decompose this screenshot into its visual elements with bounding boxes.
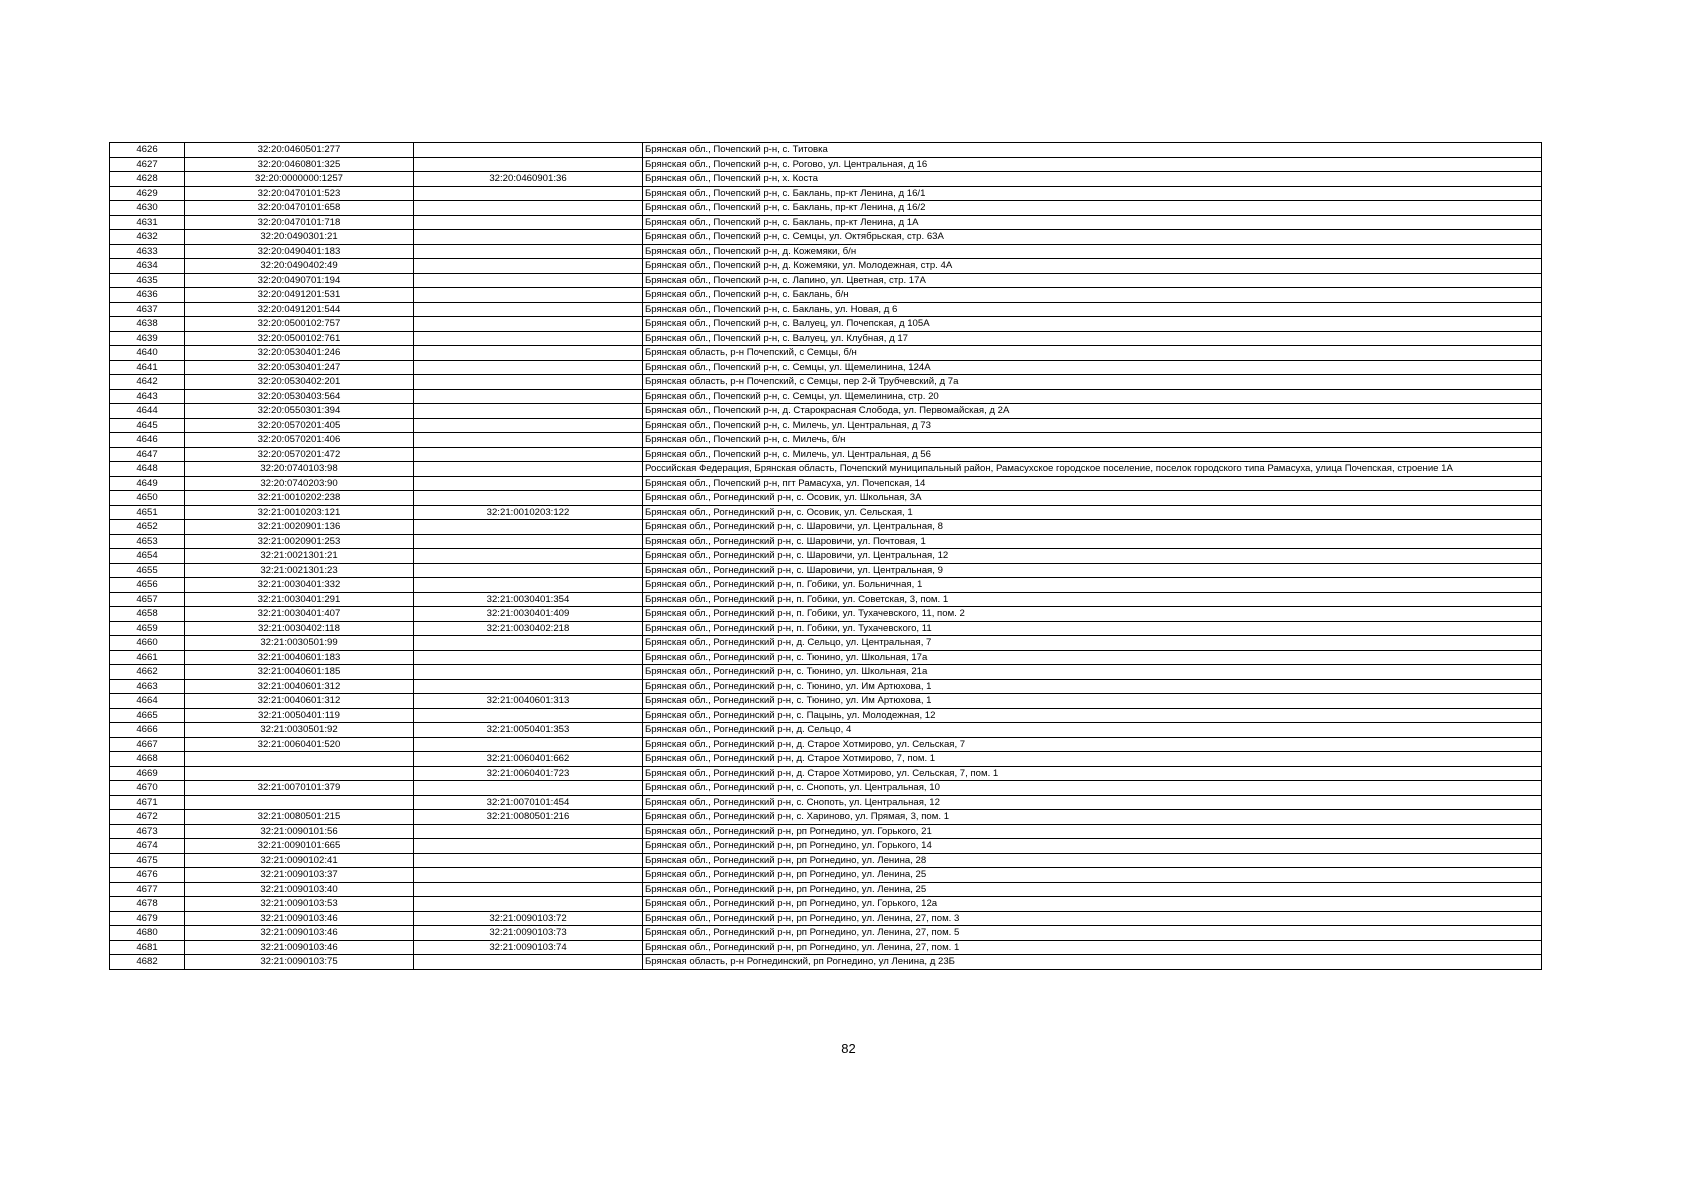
cadastral-number-cell: 32:20:0530401:246 xyxy=(185,346,414,361)
row-number-cell: 4671 xyxy=(110,795,185,810)
linked-cadastral-number-cell xyxy=(414,433,643,448)
address-cell: Брянская обл., Рогнединский р-н, п. Гобики, ул. Тухачевского, 11, пом. 2 xyxy=(643,607,1542,622)
cadastral-number-cell: 32:21:0080501:215 xyxy=(185,810,414,825)
linked-cadastral-number-cell xyxy=(414,549,643,564)
linked-cadastral-number-cell xyxy=(414,665,643,680)
linked-cadastral-number-cell: 32:21:0060401:662 xyxy=(414,752,643,767)
linked-cadastral-number-cell xyxy=(414,375,643,390)
cadastral-number-cell: 32:20:0490301:21 xyxy=(185,230,414,245)
cadastral-number-cell: 32:21:0050401:119 xyxy=(185,708,414,723)
row-number-cell: 4637 xyxy=(110,302,185,317)
cadastral-number-cell: 32:21:0040601:183 xyxy=(185,650,414,665)
row-number-cell: 4679 xyxy=(110,911,185,926)
row-number-cell: 4652 xyxy=(110,520,185,535)
table-row xyxy=(110,650,1542,665)
linked-cadastral-number-cell xyxy=(414,157,643,172)
table-row xyxy=(110,244,1542,259)
table-row xyxy=(110,476,1542,491)
linked-cadastral-number-cell: 32:21:0090103:74 xyxy=(414,940,643,955)
table-row xyxy=(110,694,1542,709)
linked-cadastral-number-cell xyxy=(414,897,643,912)
cadastral-number-cell: 32:20:0740103:98 xyxy=(185,462,414,477)
cadastral-number-cell: 32:20:0470101:658 xyxy=(185,201,414,216)
cadastral-number-cell: 32:20:0530402:201 xyxy=(185,375,414,390)
cadastral-number-cell: 32:20:0530401:247 xyxy=(185,360,414,375)
row-number-cell: 4678 xyxy=(110,897,185,912)
cadastral-number-cell: 32:21:0030401:291 xyxy=(185,592,414,607)
table-row xyxy=(110,940,1542,955)
address-cell: Брянская обл., Рогнединский р-н, д. Старое Хотмирово, 7, пом. 1 xyxy=(643,752,1542,767)
address-cell: Брянская обл., Почепский р-н, д. Старокрасная Слобода, ул. Первомайская, д 2А xyxy=(643,404,1542,419)
cadastral-number-cell: 32:21:0040601:312 xyxy=(185,694,414,709)
linked-cadastral-number-cell: 32:21:0030401:354 xyxy=(414,592,643,607)
linked-cadastral-number-cell: 32:21:0070101:454 xyxy=(414,795,643,810)
row-number-cell: 4674 xyxy=(110,839,185,854)
row-number-cell: 4664 xyxy=(110,694,185,709)
linked-cadastral-number-cell: 32:21:0040601:313 xyxy=(414,694,643,709)
cadastral-number-cell: 32:21:0030501:99 xyxy=(185,636,414,651)
table-row xyxy=(110,549,1542,564)
address-cell: Брянская обл., Рогнединский р-н, с. Шаровичи, ул. Центральная, 12 xyxy=(643,549,1542,564)
linked-cadastral-number-cell xyxy=(414,346,643,361)
table-row xyxy=(110,389,1542,404)
cadastral-number-cell: 32:21:0030401:332 xyxy=(185,578,414,593)
cadastral-number-cell: 32:20:0490402:49 xyxy=(185,259,414,274)
cadastral-number-cell: 32:21:0090103:46 xyxy=(185,911,414,926)
cadastral-number-cell: 32:21:0090101:665 xyxy=(185,839,414,854)
row-number-cell: 4666 xyxy=(110,723,185,738)
page-number: 82 xyxy=(841,1041,856,1056)
cadastral-number-cell: 32:20:0470101:523 xyxy=(185,186,414,201)
linked-cadastral-number-cell xyxy=(414,955,643,970)
row-number-cell: 4633 xyxy=(110,244,185,259)
table-row xyxy=(110,636,1542,651)
address-cell: Брянская обл., Рогнединский р-н, с. Снопоть, ул. Центральная, 12 xyxy=(643,795,1542,810)
address-cell: Брянская обл., Рогнединский р-н, д. Старое Хотмирово, ул. Сельская, 7, пом. 1 xyxy=(643,766,1542,781)
address-cell: Брянская обл., Рогнединский р-н, рп Рогнедино, ул. Горького, 14 xyxy=(643,839,1542,854)
address-cell: Брянская область, р-н Рогнединский, рп Рогнедино, ул Ленина, д 23Б xyxy=(643,955,1542,970)
address-cell: Российская Федерация, Брянская область, Почепский муниципальный район, Рамасухское городское поселение, поселок городского типа Рамасуха, улица Почепская, строение 1А xyxy=(643,462,1542,477)
address-cell: Брянская обл., Почепский р-н, с. Баклань, пр-кт Ленина, д 16/2 xyxy=(643,201,1542,216)
address-cell: Брянская обл., Рогнединский р-н, с. Осовик, ул. Школьная, 3А xyxy=(643,491,1542,506)
address-cell: Брянская обл., Рогнединский р-н, с. Тюнино, ул. Школьная, 21а xyxy=(643,665,1542,680)
address-cell: Брянская обл., Рогнединский р-н, п. Гобики, ул. Тухачевского, 11 xyxy=(643,621,1542,636)
row-number-cell: 4648 xyxy=(110,462,185,477)
linked-cadastral-number-cell xyxy=(414,331,643,346)
table-row xyxy=(110,375,1542,390)
cadastral-number-cell: 32:21:0030402:118 xyxy=(185,621,414,636)
cadastral-number-cell: 32:20:0491201:531 xyxy=(185,288,414,303)
address-cell: Брянская область, р-н Почепский, с Семцы, б/н xyxy=(643,346,1542,361)
table-row xyxy=(110,752,1542,767)
address-cell: Брянская обл., Рогнединский р-н, с. Снопоть, ул. Центральная, 10 xyxy=(643,781,1542,796)
row-number-cell: 4638 xyxy=(110,317,185,332)
row-number-cell: 4681 xyxy=(110,940,185,955)
table-row xyxy=(110,418,1542,433)
linked-cadastral-number-cell xyxy=(414,520,643,535)
linked-cadastral-number-cell xyxy=(414,737,643,752)
row-number-cell: 4641 xyxy=(110,360,185,375)
table-row xyxy=(110,462,1542,477)
address-cell: Брянская обл., Рогнединский р-н, п. Гобики, ул. Больничная, 1 xyxy=(643,578,1542,593)
cadastral-number-cell: 32:21:0070101:379 xyxy=(185,781,414,796)
address-cell: Брянская обл., Рогнединский р-н, с. Тюнино, ул. Им Артюхова, 1 xyxy=(643,679,1542,694)
cadastral-number-cell: 32:21:0030501:92 xyxy=(185,723,414,738)
row-number-cell: 4662 xyxy=(110,665,185,680)
table-row xyxy=(110,824,1542,839)
row-number-cell: 4654 xyxy=(110,549,185,564)
cadastral-number-cell: 32:21:0020901:136 xyxy=(185,520,414,535)
row-number-cell: 4656 xyxy=(110,578,185,593)
address-cell: Брянская обл., Рогнединский р-н, с. Тюнино, ул. Им Артюхова, 1 xyxy=(643,694,1542,709)
registry-table-body xyxy=(110,143,1542,970)
address-cell: Брянская обл., Почепский р-н, с. Рогово, ул. Центральная, д 16 xyxy=(643,157,1542,172)
table-row xyxy=(110,491,1542,506)
linked-cadastral-number-cell: 32:21:0060401:723 xyxy=(414,766,643,781)
table-row xyxy=(110,578,1542,593)
linked-cadastral-number-cell xyxy=(414,186,643,201)
row-number-cell: 4682 xyxy=(110,955,185,970)
cadastral-number-cell: 32:21:0040601:312 xyxy=(185,679,414,694)
cadastral-number-cell: 32:21:0010202:238 xyxy=(185,491,414,506)
row-number-cell: 4644 xyxy=(110,404,185,419)
registry-table xyxy=(109,142,1542,970)
address-cell: Брянская обл., Рогнединский р-н, с. Хариново, ул. Прямая, 3, пом. 1 xyxy=(643,810,1542,825)
cadastral-number-cell: 32:20:0490401:183 xyxy=(185,244,414,259)
address-cell: Брянская обл., Почепский р-н, с. Баклань, пр-кт Ленина, д 1А xyxy=(643,215,1542,230)
linked-cadastral-number-cell xyxy=(414,389,643,404)
row-number-cell: 4680 xyxy=(110,926,185,941)
table-row xyxy=(110,911,1542,926)
cadastral-number-cell: 32:21:0090101:56 xyxy=(185,824,414,839)
address-cell: Брянская обл., Рогнединский р-н, п. Гобики, ул. Советская, 3, пом. 1 xyxy=(643,592,1542,607)
row-number-cell: 4634 xyxy=(110,259,185,274)
table-row xyxy=(110,766,1542,781)
row-number-cell: 4649 xyxy=(110,476,185,491)
table-row xyxy=(110,172,1542,187)
address-cell: Брянская обл., Рогнединский р-н, с. Осовик, ул. Сельская, 1 xyxy=(643,505,1542,520)
linked-cadastral-number-cell xyxy=(414,534,643,549)
cadastral-number-cell: 32:21:0030401:407 xyxy=(185,607,414,622)
cadastral-number-cell: 32:20:0500102:761 xyxy=(185,331,414,346)
table-row xyxy=(110,607,1542,622)
table-row xyxy=(110,665,1542,680)
row-number-cell: 4650 xyxy=(110,491,185,506)
cadastral-number-cell: 32:20:0470101:718 xyxy=(185,215,414,230)
linked-cadastral-number-cell: 32:20:0460901:36 xyxy=(414,172,643,187)
table-row xyxy=(110,447,1542,462)
table-row xyxy=(110,781,1542,796)
address-cell: Брянская обл., Почепский р-н, с. Милечь, ул. Центральная, д 56 xyxy=(643,447,1542,462)
row-number-cell: 4629 xyxy=(110,186,185,201)
address-cell: Брянская обл., Рогнединский р-н, рп Рогнедино, ул. Ленина, 27, пом. 5 xyxy=(643,926,1542,941)
linked-cadastral-number-cell xyxy=(414,578,643,593)
address-cell: Брянская обл., Почепский р-н, с. Баклань, ул. Новая, д 6 xyxy=(643,302,1542,317)
linked-cadastral-number-cell: 32:21:0030402:218 xyxy=(414,621,643,636)
cadastral-number-cell: 32:20:0740203:90 xyxy=(185,476,414,491)
row-number-cell: 4631 xyxy=(110,215,185,230)
address-cell: Брянская обл., Почепский р-н, с. Баклань, б/н xyxy=(643,288,1542,303)
linked-cadastral-number-cell xyxy=(414,418,643,433)
address-cell: Брянская обл., Почепский р-н, д. Кожемяки, б/н xyxy=(643,244,1542,259)
row-number-cell: 4675 xyxy=(110,853,185,868)
linked-cadastral-number-cell: 32:21:0080501:216 xyxy=(414,810,643,825)
linked-cadastral-number-cell xyxy=(414,868,643,883)
table-row xyxy=(110,708,1542,723)
table-row xyxy=(110,926,1542,941)
row-number-cell: 4658 xyxy=(110,607,185,622)
linked-cadastral-number-cell: 32:21:0010203:122 xyxy=(414,505,643,520)
linked-cadastral-number-cell: 32:21:0050401:353 xyxy=(414,723,643,738)
row-number-cell: 4630 xyxy=(110,201,185,216)
table-row xyxy=(110,810,1542,825)
linked-cadastral-number-cell xyxy=(414,462,643,477)
address-cell: Брянская обл., Рогнединский р-н, рп Рогнедино, ул. Ленина, 25 xyxy=(643,882,1542,897)
row-number-cell: 4640 xyxy=(110,346,185,361)
table-row xyxy=(110,433,1542,448)
table-row xyxy=(110,737,1542,752)
row-number-cell: 4667 xyxy=(110,737,185,752)
row-number-cell: 4643 xyxy=(110,389,185,404)
table-row xyxy=(110,520,1542,535)
table-row xyxy=(110,331,1542,346)
row-number-cell: 4661 xyxy=(110,650,185,665)
address-cell: Брянская обл., Почепский р-н, д. Кожемяки, ул. Молодежная, стр. 4А xyxy=(643,259,1542,274)
cadastral-number-cell: 32:20:0490701:194 xyxy=(185,273,414,288)
row-number-cell: 4670 xyxy=(110,781,185,796)
row-number-cell: 4663 xyxy=(110,679,185,694)
linked-cadastral-number-cell xyxy=(414,708,643,723)
address-cell: Брянская обл., Рогнединский р-н, рп Рогнедино, ул. Ленина, 27, пом. 1 xyxy=(643,940,1542,955)
address-cell: Брянская область, р-н Почепский, с Семцы, пер 2-й Трубчевский, д 7а xyxy=(643,375,1542,390)
linked-cadastral-number-cell xyxy=(414,824,643,839)
table-row xyxy=(110,839,1542,854)
table-row xyxy=(110,143,1542,158)
linked-cadastral-number-cell xyxy=(414,230,643,245)
row-number-cell: 4642 xyxy=(110,375,185,390)
table-row xyxy=(110,259,1542,274)
linked-cadastral-number-cell xyxy=(414,882,643,897)
cadastral-number-cell xyxy=(185,766,414,781)
row-number-cell: 4665 xyxy=(110,708,185,723)
linked-cadastral-number-cell xyxy=(414,215,643,230)
cadastral-number-cell: 32:20:0570201:405 xyxy=(185,418,414,433)
row-number-cell: 4647 xyxy=(110,447,185,462)
address-cell: Брянская обл., Почепский р-н, с. Семцы, ул. Октябрьская, стр. 63А xyxy=(643,230,1542,245)
row-number-cell: 4673 xyxy=(110,824,185,839)
table-row xyxy=(110,186,1542,201)
row-number-cell: 4635 xyxy=(110,273,185,288)
linked-cadastral-number-cell xyxy=(414,259,643,274)
cadastral-number-cell: 32:20:0500102:757 xyxy=(185,317,414,332)
row-number-cell: 4628 xyxy=(110,172,185,187)
address-cell: Брянская обл., Рогнединский р-н, д. Сельцо, ул. Центральная, 7 xyxy=(643,636,1542,651)
row-number-cell: 4669 xyxy=(110,766,185,781)
row-number-cell: 4677 xyxy=(110,882,185,897)
address-cell: Брянская обл., Рогнединский р-н, д. Сельцо, 4 xyxy=(643,723,1542,738)
cadastral-number-cell: 32:20:0000000:1257 xyxy=(185,172,414,187)
cadastral-number-cell: 32:21:0090102:41 xyxy=(185,853,414,868)
row-number-cell: 4651 xyxy=(110,505,185,520)
row-number-cell: 4646 xyxy=(110,433,185,448)
linked-cadastral-number-cell xyxy=(414,853,643,868)
linked-cadastral-number-cell xyxy=(414,244,643,259)
cadastral-number-cell: 32:21:0090103:46 xyxy=(185,926,414,941)
linked-cadastral-number-cell xyxy=(414,781,643,796)
linked-cadastral-number-cell xyxy=(414,201,643,216)
linked-cadastral-number-cell xyxy=(414,491,643,506)
address-cell: Брянская обл., Почепский р-н, с. Милечь, б/н xyxy=(643,433,1542,448)
row-number-cell: 4657 xyxy=(110,592,185,607)
cadastral-number-cell: 32:21:0090103:53 xyxy=(185,897,414,912)
address-cell: Брянская обл., Рогнединский р-н, с. Шаровичи, ул. Почтовая, 1 xyxy=(643,534,1542,549)
linked-cadastral-number-cell xyxy=(414,839,643,854)
linked-cadastral-number-cell xyxy=(414,288,643,303)
address-cell: Брянская обл., Почепский р-н, с. Титовка xyxy=(643,143,1542,158)
address-cell: Брянская обл., Рогнединский р-н, с. Пацынь, ул. Молодежная, 12 xyxy=(643,708,1542,723)
address-cell: Брянская обл., Почепский р-н, с. Семцы, ул. Щемелинина, 124А xyxy=(643,360,1542,375)
table-row xyxy=(110,215,1542,230)
row-number-cell: 4655 xyxy=(110,563,185,578)
table-row xyxy=(110,592,1542,607)
table-row xyxy=(110,360,1542,375)
table-row xyxy=(110,679,1542,694)
table-row xyxy=(110,288,1542,303)
table-row xyxy=(110,346,1542,361)
linked-cadastral-number-cell xyxy=(414,563,643,578)
linked-cadastral-number-cell xyxy=(414,273,643,288)
cadastral-number-cell: 32:21:0021301:21 xyxy=(185,549,414,564)
address-cell: Брянская обл., Рогнединский р-н, рп Рогнедино, ул. Ленина, 27, пом. 3 xyxy=(643,911,1542,926)
linked-cadastral-number-cell xyxy=(414,447,643,462)
cadastral-number-cell: 32:21:0090103:75 xyxy=(185,955,414,970)
address-cell: Брянская обл., Почепский р-н, с. Валуец, ул. Клубная, д 17 xyxy=(643,331,1542,346)
linked-cadastral-number-cell xyxy=(414,302,643,317)
linked-cadastral-number-cell: 32:21:0090103:73 xyxy=(414,926,643,941)
table-row xyxy=(110,868,1542,883)
table-row xyxy=(110,955,1542,970)
table-row xyxy=(110,157,1542,172)
table-row xyxy=(110,230,1542,245)
table-row xyxy=(110,505,1542,520)
cadastral-number-cell xyxy=(185,752,414,767)
table-row xyxy=(110,795,1542,810)
cadastral-number-cell: 32:21:0060401:520 xyxy=(185,737,414,752)
table-row xyxy=(110,563,1542,578)
table-row xyxy=(110,317,1542,332)
linked-cadastral-number-cell xyxy=(414,360,643,375)
linked-cadastral-number-cell: 32:21:0030401:409 xyxy=(414,607,643,622)
address-cell: Брянская обл., Рогнединский р-н, д. Старое Хотмирово, ул. Сельская, 7 xyxy=(643,737,1542,752)
table-row xyxy=(110,621,1542,636)
address-cell: Брянская обл., Почепский р-н, с. Семцы, ул. Щемелинина, стр. 20 xyxy=(643,389,1542,404)
linked-cadastral-number-cell xyxy=(414,650,643,665)
cadastral-number-cell: 32:21:0090103:46 xyxy=(185,940,414,955)
address-cell: Брянская обл., Рогнединский р-н, с. Шаровичи, ул. Центральная, 9 xyxy=(643,563,1542,578)
table-row xyxy=(110,273,1542,288)
row-number-cell: 4645 xyxy=(110,418,185,433)
row-number-cell: 4632 xyxy=(110,230,185,245)
address-cell: Брянская обл., Рогнединский р-н, рп Рогнедино, ул. Горького, 12а xyxy=(643,897,1542,912)
cadastral-number-cell: 32:20:0530403:564 xyxy=(185,389,414,404)
table-row xyxy=(110,534,1542,549)
cadastral-number-cell: 32:21:0090103:40 xyxy=(185,882,414,897)
linked-cadastral-number-cell xyxy=(414,476,643,491)
row-number-cell: 4653 xyxy=(110,534,185,549)
row-number-cell: 4660 xyxy=(110,636,185,651)
row-number-cell: 4627 xyxy=(110,157,185,172)
table-row xyxy=(110,723,1542,738)
linked-cadastral-number-cell xyxy=(414,143,643,158)
linked-cadastral-number-cell xyxy=(414,679,643,694)
cadastral-number-cell: 32:21:0021301:23 xyxy=(185,563,414,578)
table-row xyxy=(110,853,1542,868)
row-number-cell: 4626 xyxy=(110,143,185,158)
cadastral-number-cell: 32:21:0010203:121 xyxy=(185,505,414,520)
cadastral-number-cell: 32:20:0570201:472 xyxy=(185,447,414,462)
row-number-cell: 4636 xyxy=(110,288,185,303)
address-cell: Брянская обл., Почепский р-н, с. Валуец, ул. Почепская, д 105А xyxy=(643,317,1542,332)
row-number-cell: 4672 xyxy=(110,810,185,825)
linked-cadastral-number-cell: 32:21:0090103:72 xyxy=(414,911,643,926)
row-number-cell: 4639 xyxy=(110,331,185,346)
address-cell: Брянская обл., Рогнединский р-н, с. Шаровичи, ул. Центральная, 8 xyxy=(643,520,1542,535)
cadastral-number-cell: 32:21:0020901:253 xyxy=(185,534,414,549)
cadastral-number-cell: 32:20:0570201:406 xyxy=(185,433,414,448)
table-row xyxy=(110,404,1542,419)
cadastral-number-cell: 32:21:0090103:37 xyxy=(185,868,414,883)
cadastral-number-cell: 32:20:0491201:544 xyxy=(185,302,414,317)
address-cell: Брянская обл., Рогнединский р-н, рп Рогнедино, ул. Ленина, 25 xyxy=(643,868,1542,883)
row-number-cell: 4668 xyxy=(110,752,185,767)
linked-cadastral-number-cell xyxy=(414,404,643,419)
table-row xyxy=(110,897,1542,912)
address-cell: Брянская обл., Почепский р-н, с. Лапино, ул. Цветная, стр. 17А xyxy=(643,273,1542,288)
cadastral-number-cell: 32:20:0460801:325 xyxy=(185,157,414,172)
linked-cadastral-number-cell xyxy=(414,317,643,332)
cadastral-number-cell: 32:21:0040601:185 xyxy=(185,665,414,680)
address-cell: Брянская обл., Рогнединский р-н, с. Тюнино, ул. Школьная, 17а xyxy=(643,650,1542,665)
cadastral-number-cell: 32:20:0460501:277 xyxy=(185,143,414,158)
table-row xyxy=(110,201,1542,216)
row-number-cell: 4659 xyxy=(110,621,185,636)
cadastral-number-cell xyxy=(185,795,414,810)
address-cell: Брянская обл., Почепский р-н, с. Баклань, пр-кт Ленина, д 16/1 xyxy=(643,186,1542,201)
address-cell: Брянская обл., Почепский р-н, х. Коста xyxy=(643,172,1542,187)
address-cell: Брянская обл., Рогнединский р-н, рп Рогнедино, ул. Ленина, 28 xyxy=(643,853,1542,868)
address-cell: Брянская обл., Рогнединский р-н, рп Рогнедино, ул. Горького, 21 xyxy=(643,824,1542,839)
row-number-cell: 4676 xyxy=(110,868,185,883)
linked-cadastral-number-cell xyxy=(414,636,643,651)
address-cell: Брянская обл., Почепский р-н, пгт Рамасуха, ул. Почепская, 14 xyxy=(643,476,1542,491)
table-row xyxy=(110,302,1542,317)
table-row xyxy=(110,882,1542,897)
cadastral-number-cell: 32:20:0550301:394 xyxy=(185,404,414,419)
address-cell: Брянская обл., Почепский р-н, с. Милечь, ул. Центральная, д 73 xyxy=(643,418,1542,433)
